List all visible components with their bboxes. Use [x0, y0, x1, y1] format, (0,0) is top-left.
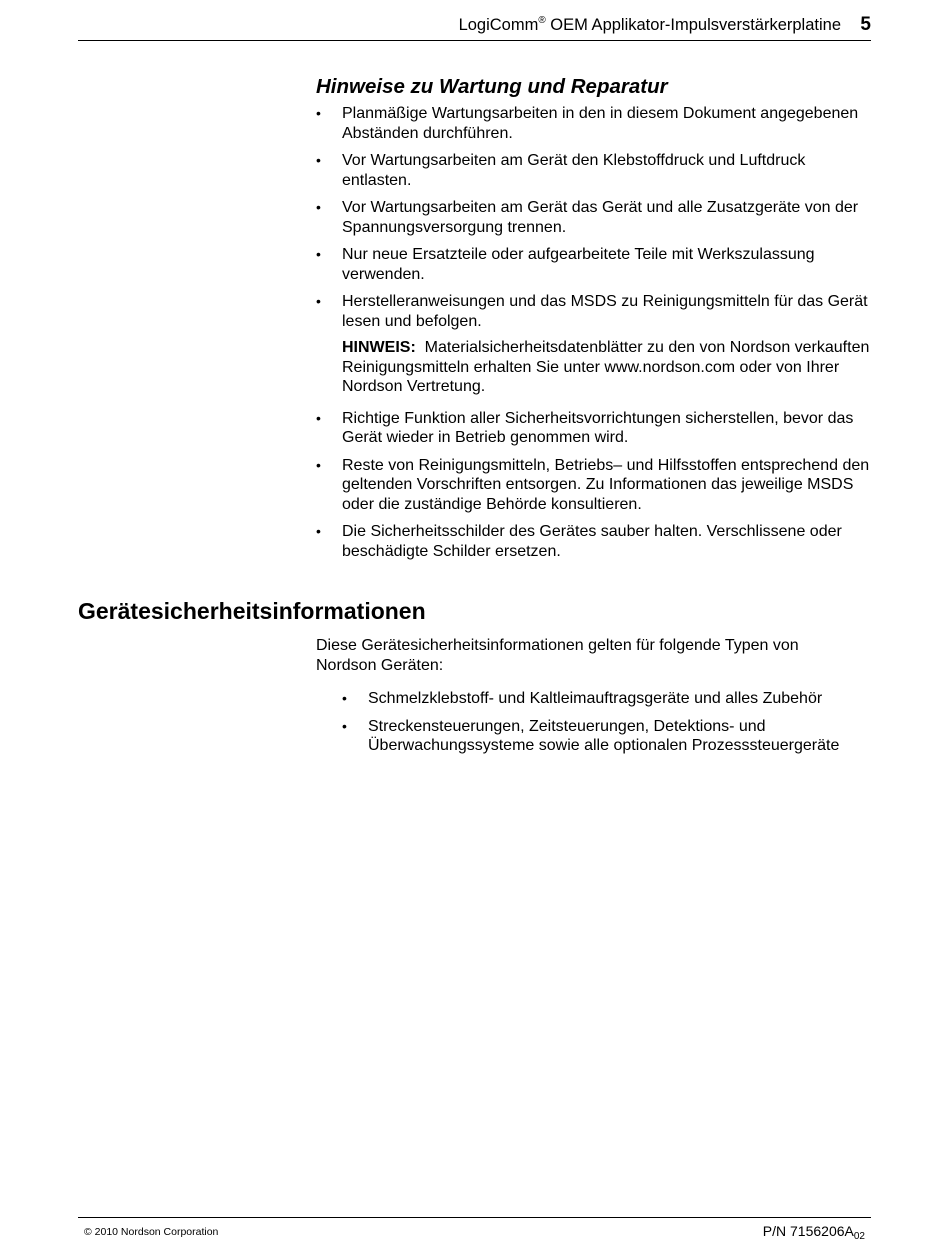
list-item-text: Planmäßige Wartungsarbeiten in den in diesem Dokument angegebenen Abständen durchführen.: [342, 105, 859, 142]
bullet-icon: •: [316, 199, 321, 215]
revision: 02: [853, 1231, 865, 1242]
bullet-icon: •: [316, 409, 321, 426]
list-item: [316, 409, 877, 448]
list-item-text: Die Sicherheitsschilder des Gerätes sauber halten. Verschlissene oder beschädigte Schilder ersetzen.: [342, 523, 842, 560]
header-title-prefix: LogiComm: [458, 16, 539, 34]
list-item: [316, 104, 877, 143]
list-item-text: Nur neue Ersatzteile oder aufgearbeitete Teile mit Werkszulassung verwenden.: [342, 246, 815, 283]
list-item-text: Schmelzklebstoff- und Kaltleimauftragsgeräte und alles Zubehör: [368, 690, 823, 707]
bullet-icon: •: [316, 152, 321, 168]
header-title: [459, 16, 841, 35]
page-number: 5: [860, 14, 871, 35]
part-number-text: P/N 7156206A: [762, 1223, 854, 1239]
note-label: HINWEIS:: [342, 339, 416, 356]
bullet-icon: •: [316, 523, 321, 539]
list-item: [342, 717, 878, 756]
header-title-suffix: OEM Applikator-Impulsverstärkerplatine: [545, 16, 841, 34]
list-item: [316, 292, 877, 397]
list-item-text: Streckensteuerungen, Zeitsteuerungen, Detektions- und Überwachungssysteme sowie alle optionalen Prozesssteuergeräte: [368, 717, 840, 754]
maintenance-list: [316, 104, 877, 569]
list-item-text: Herstelleranweisungen und das MSDS zu Reinigungsmitteln für das Gerät lesen und befolgen.: [342, 293, 868, 330]
list-item: [316, 522, 877, 561]
bullet-icon: •: [342, 717, 347, 734]
list-item-text: Vor Wartungsarbeiten am Gerät den Klebstoffdruck und Luftdruck entlasten.: [342, 152, 806, 189]
equipment-safety-heading: Gerätesicherheitsinformationen: [78, 598, 426, 624]
list-item-text: Richtige Funktion aller Sicherheitsvorrichtungen sicherstellen, bevor das Gerät wieder in Betrieb genommen wird.: [342, 409, 854, 446]
bullet-icon: •: [342, 690, 347, 706]
bullet-icon: •: [316, 293, 321, 309]
bullet-icon: •: [316, 456, 321, 473]
page-header: [78, 14, 871, 41]
list-item-text: Vor Wartungsarbeiten am Gerät das Gerät und alle Zusatzgeräte von der Spannungsversorgung trennen.: [342, 199, 859, 236]
list-item: [316, 245, 877, 284]
equipment-types-list: [342, 689, 878, 764]
list-item: [316, 456, 877, 515]
copyright: © 2010 Nordson Corporation: [84, 1226, 219, 1238]
list-item-text: Reste von Reinigungsmitteln, Betriebs– und Hilfsstoffen entsprechend den geltenden Vorschriften entsorgen. Zu Informationen das jeweilige MSDS oder die zuständige Behörde konsultieren.: [342, 456, 870, 513]
note-text: Materialsicherheitsdatenblätter zu den von Nordson verkauften Reinigungsmitteln erhalten Sie unter www.nordson.com oder von Ihrer Nordson Vertretung.: [342, 339, 870, 395]
page-footer: [78, 1217, 871, 1242]
equipment-safety-intro: Diese Gerätesicherheitsinformationen gelten für folgende Typen von Nordson Geräten:: [316, 637, 799, 674]
registered-mark: ®: [538, 15, 546, 26]
bullet-icon: •: [316, 105, 321, 121]
bullet-icon: •: [316, 246, 321, 262]
note: [342, 338, 877, 397]
list-item: [316, 151, 877, 190]
list-item: [342, 689, 878, 709]
maintenance-heading: Hinweise zu Wartung und Reparatur: [316, 75, 668, 98]
part-number: [763, 1223, 865, 1242]
list-item: [316, 198, 877, 237]
